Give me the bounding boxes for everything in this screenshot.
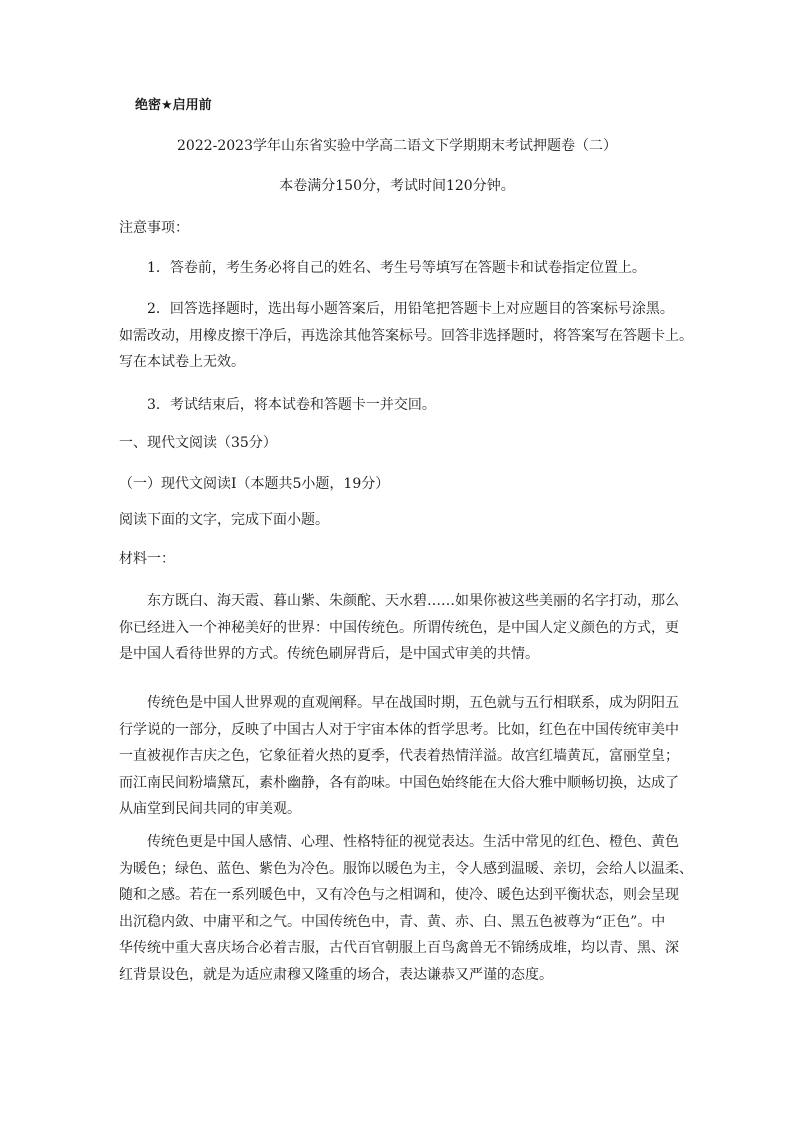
exam-subtitle: 本卷满分150分，考试时间120分钟。 [279, 178, 515, 194]
paragraph-line: 你已经进入一个神秘美好的世界：中国传统色。所谓传统色，是中国人定义颜色的方式，更 [119, 619, 679, 636]
notice-item-2-line: 写在本试卷上无效。 [119, 354, 245, 370]
notice-item-2-line: 2．回答选择题时，选出每小题答案后，用铅笔把答题卡上对应题目的答案标号涂黑。 [147, 301, 674, 317]
material-label: 材料一： [119, 551, 175, 567]
notice-item-2-line: 如需改动，用橡皮擦干净后，再选涂其他答案标号。回答非选择题时，将答案写在答题卡上。 [119, 327, 693, 344]
paragraph-line: 传统色更是中国人感情、心理、性格特征的视觉表达。生活中常见的红色、橙色、黄色 [147, 834, 679, 850]
notice-heading: 注意事项： [119, 220, 189, 236]
paragraph-line: 一直被视作吉庆之色，它象征着火热的夏季，代表着热情洋溢。故宫红墙黄瓦，富丽堂皇； [119, 748, 679, 764]
paragraph-3 [119, 829, 693, 988]
paragraph-line: 而江南民间粉墙黛瓦，素朴幽静，各有韵味。中国色始终能在大俗大雅中顺畅切换，达成了 [119, 774, 679, 791]
paragraph-line: 华传统中重大喜庆场合必着吉服，古代百官朝服上百鸟禽兽无不锦绣成堆，均以青、黑、深 [119, 940, 679, 956]
section-instruction: 阅读下面的文字，完成下面小题。 [119, 512, 329, 528]
notice-item-2 [119, 296, 693, 376]
exam-title: 2022-2023学年山东省实验中学高二语文下学期期末考试押题卷（二） [177, 138, 617, 154]
secret-mark: 绝密★启用前 [135, 98, 212, 113]
paragraph-line: 出沉稳内敛、中庸平和之气。中国传统色中，青、黄、赤、白、黑五色被尊为“正色”。中 [119, 913, 666, 930]
section-sub-heading: （一）现代文阅读Ⅰ（本题共5小题，19分） [119, 476, 390, 492]
paragraph-line: 东方既白、海天霞、暮山紫、朱颜酡、天水碧……如果你被这些美丽的名字打动，那么 [147, 593, 679, 609]
paragraph-line: 传统色是中国人世界观的直观阐释。早在战国时期，五色就与五行相联系，成为阴阳五 [147, 695, 679, 711]
paragraph-line: 红背景设色，就是为适应肃穆又隆重的场合，表达谦恭又严谨的态度。 [119, 966, 553, 983]
paragraph-line: 随和之感。若在一系列暖色中，又有冷色与之相调和，使冷、暖色达到平衡状态，则会呈现 [119, 887, 679, 903]
paragraph-line: 从庙堂到民间共同的审美观。 [119, 801, 301, 817]
paragraph-2 [119, 690, 679, 823]
section-heading: 一、现代文阅读（35分） [119, 435, 277, 451]
paragraph-line: 行学说的一部分，反映了中国古人对于宇宙本体的哲学思考。比如，红色在中国传统审美中 [119, 721, 679, 738]
paragraph-line: 为暖色；绿色、蓝色、紫色为冷色。服饰以暖色为主，令人感到温暖、亲切，会给人以温柔、 [119, 860, 693, 877]
notice-item-1: 1．答卷前，考生务必将自己的姓名、考生号等填写在答题卡和试卷指定位置上。 [147, 260, 646, 276]
notice-item-3: 3．考试结束后，将本试卷和答题卡一并交回。 [147, 397, 436, 413]
paragraph-1 [119, 588, 679, 668]
paragraph-line: 是中国人看待世界的方式。传统色刷屏背后，是中国式审美的共情。 [119, 646, 539, 662]
